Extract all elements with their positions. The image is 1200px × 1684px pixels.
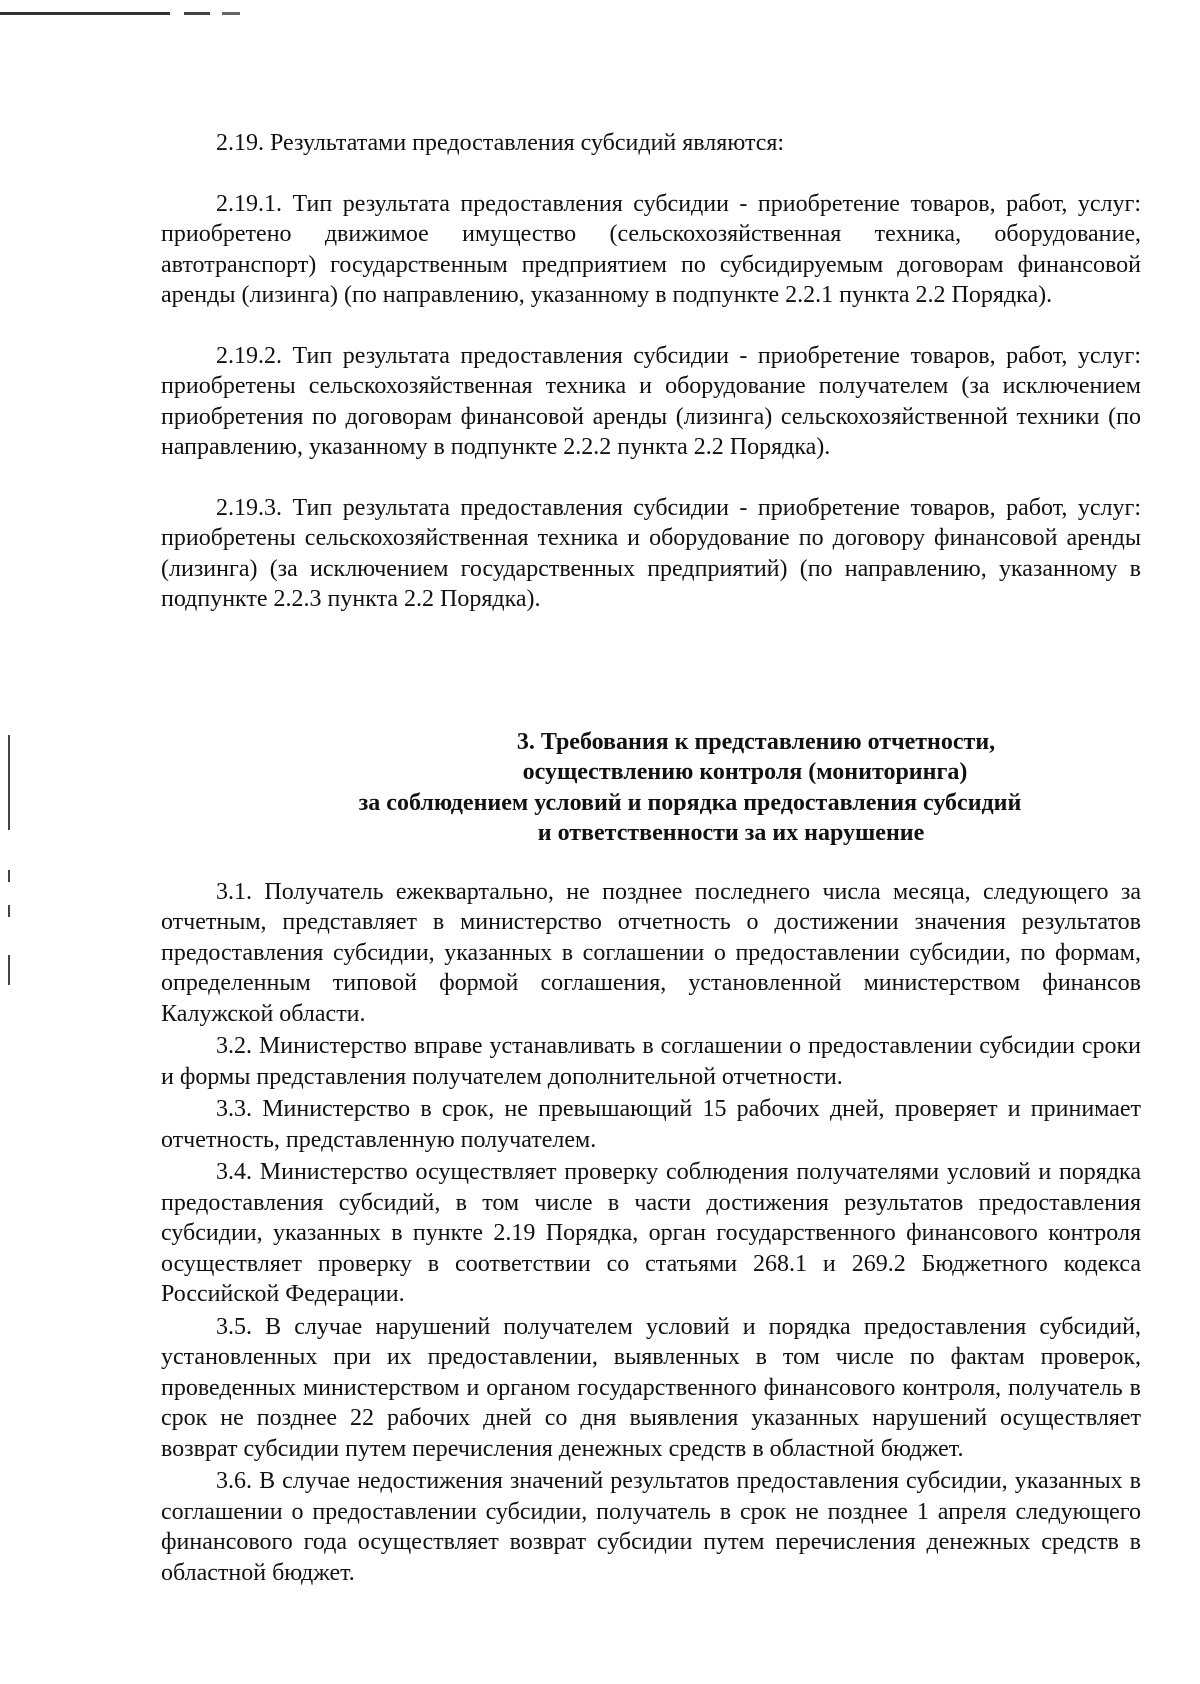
paragraph-3-5: 3.5. В случае нарушений получателем условий и порядка предоставления субсидий, установленных при их предоставлении, выявленных в том числе по фактам проверок, проведенных министерством и органом государственного финансового контроля, получатель в срок не позднее 22 рабочих дней со дня выявления указанных нарушений осуществляет возврат субсидии путем перечисления денежных средств в областной бюджет. <box>161 1313 1141 1462</box>
section-title-line: 3. Требования к представлению отчетности, <box>516 728 996 755</box>
section-3-title <box>161 727 1141 849</box>
paragraph-3-2: 3.2. Министерство вправе устанавливать в соглашении о предоставлении субсидии сроки и формы представления получателем дополнительной отчетности. <box>161 1033 1141 1090</box>
section-title-line: осуществлению контроля (мониторинга) <box>522 759 968 785</box>
paragraph-2-19-3: 2.19.3. Тип результата предоставления субсидии - приобретение товаров, работ, услуг: приобретены сельскохозяйственная техника и оборудование по договору финансовой аренды (лизинга) (за исключением государственных предприятий) (по направлению, указанному в подпункте 2.2.3 пункта 2.2 Порядка). <box>161 494 1141 612</box>
paragraph-3-1: 3.1. Получатель ежеквартально, не позднее последнего числа месяца, следующего за отчетным, представляет в министерство отчетность о достижении значения результатов предоставления субсидии, указанных в соглашении о предоставлении субсидии, по формам, определенным типовой формой соглашения, установленной министерством финансов Калужской области. <box>161 878 1141 1027</box>
paragraph-3-3: 3.3. Министерство в срок, не превышающий 15 рабочих дней, проверяет и принимает отчетность, представленную получателем. <box>161 1096 1141 1153</box>
paragraph-3-6: 3.6. В случае недостижения значений результатов предоставления субсидии, указанных в соглашении о предоставлении субсидии, получатель в срок не позднее 1 апреля следующего финансового года осуществляет возврат субсидии путем перечисления денежных средств в областной бюджет. <box>161 1468 1141 1586</box>
paragraph-3-4: 3.4. Министерство осуществляет проверку соблюдения получателями условий и порядка предоставления субсидий, в том числе в части достижения результатов предоставления субсидии, указанных в пункте 2.19 Порядка, орган государственного финансового контроля осуществляет проверку в соответствии со статьями 268.1 и 269.2 Бюджетного кодекса Российской Федерации. <box>161 1159 1141 1307</box>
section-title-line: за соблюдением условий и порядка предоставления субсидий <box>358 789 1022 816</box>
paragraph-2-19: 2.19. Результатами предоставления субсидий являются: <box>216 130 785 156</box>
scan-artifact-top-line <box>0 12 260 15</box>
section-title-line: и ответственности за их нарушение <box>537 820 925 846</box>
paragraph-2-19-2: 2.19.2. Тип результата предоставления субсидии - приобретение товаров, работ, услуг: приобретены сельскохозяйственная техника и оборудование получателем (за исключением приобретения по договорам финансовой аренды (лизинга) сельскохозяйственной техники (по направлению, указанному в подпункте 2.2.2 пункта 2.2 Порядка). <box>161 342 1141 460</box>
scan-artifact-left-line <box>8 735 10 830</box>
scan-artifact-left-dash <box>8 905 10 917</box>
paragraph-2-19-1: 2.19.1. Тип результата предоставления субсидии - приобретение товаров, работ, услуг: приобретено движимое имущество (сельскохозяйственная техника, оборудование, автотранспорт) государственным предприятием по субсидируемым договорам финансовой аренды (лизинга) (по направлению, указанному в подпункте 2.2.1 пункта 2.2 Порядка). <box>161 190 1141 308</box>
scan-artifact-left-dash <box>8 870 10 882</box>
document-page <box>161 128 1141 1588</box>
scan-artifact-left-dash <box>8 955 10 985</box>
